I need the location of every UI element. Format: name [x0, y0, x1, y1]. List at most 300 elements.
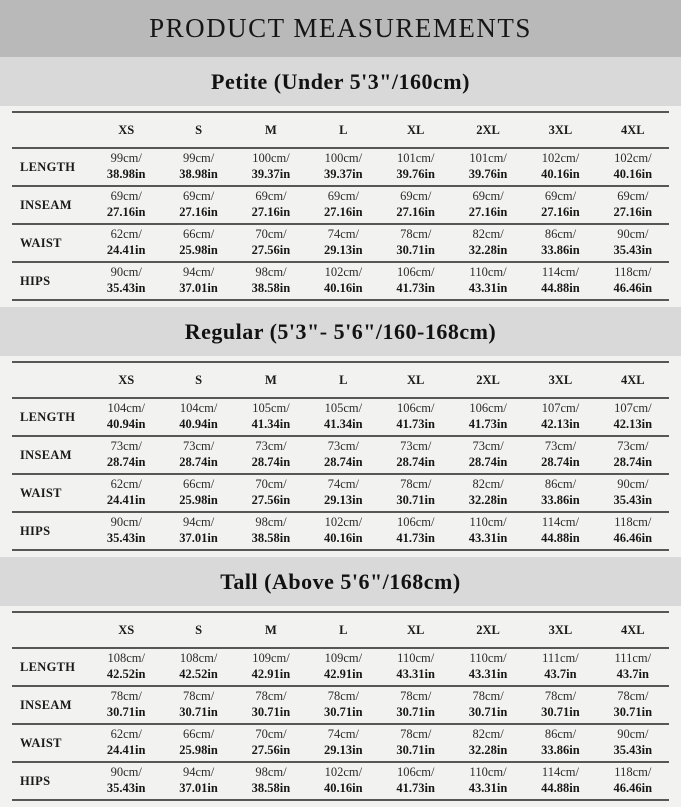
measurement-cell	[452, 262, 524, 300]
in-value: 40.16in	[324, 530, 363, 545]
in-value: 41.73in	[396, 530, 435, 545]
cm-value: 73cm/	[400, 439, 432, 453]
measurement-cell	[597, 648, 669, 686]
in-value: 38.58in	[251, 780, 291, 795]
cm-value: 109cm/	[324, 651, 363, 665]
cm-value: 111cm/	[542, 651, 579, 665]
in-value: 43.31in	[468, 780, 508, 795]
cm-value: 94cm/	[182, 265, 215, 279]
in-value: 29.13in	[324, 242, 363, 257]
measurement-cell	[307, 262, 379, 300]
in-value: 27.16in	[541, 204, 580, 219]
cm-value: 110cm/	[469, 265, 507, 279]
cm-value: 105cm/	[324, 401, 363, 415]
cm-value: 102cm/	[324, 265, 363, 279]
in-value: 30.71in	[396, 704, 435, 719]
row-label: LENGTH	[20, 409, 76, 424]
table-wrap-regular	[0, 356, 681, 557]
cm-value: 118cm/	[614, 515, 652, 529]
page-title: PRODUCT MEASUREMENTS	[149, 13, 532, 43]
measurement-cell	[235, 186, 307, 224]
in-value: 43.31in	[468, 280, 508, 295]
size-header-2xl: 2XL	[452, 362, 524, 398]
in-value: 42.52in	[106, 666, 146, 681]
cm-value: 78cm/	[327, 689, 359, 703]
measurement-cell	[452, 224, 524, 262]
row-label: WAIST	[12, 474, 90, 512]
size-header-m: M	[235, 362, 307, 398]
cm-value: 106cm/	[396, 515, 435, 529]
cm-value: 108cm/	[107, 651, 145, 665]
measurement-cell	[597, 474, 669, 512]
cm-value: 62cm/	[110, 727, 142, 741]
measurement-cell	[162, 648, 234, 686]
measurement-cell	[162, 262, 234, 300]
in-value: 30.71in	[396, 492, 435, 507]
size-header-4xl: 4XL	[597, 362, 669, 398]
in-value: 27.16in	[106, 204, 146, 219]
in-value: 27.56in	[251, 492, 291, 507]
in-value: 46.46in	[613, 280, 653, 295]
cm-value: 110cm/	[469, 765, 507, 779]
in-value: 27.16in	[613, 204, 653, 219]
cm-value: 98cm/	[255, 515, 287, 529]
size-header-2xl: 2XL	[452, 612, 524, 648]
in-value: 43.31in	[468, 666, 508, 681]
cm-value: 94cm/	[182, 515, 215, 529]
cm-value: 69cm/	[544, 189, 577, 203]
cm-value: 73cm/	[255, 439, 287, 453]
in-value: 44.88in	[541, 530, 580, 545]
in-value: 30.71in	[613, 704, 653, 719]
measurement-cell	[524, 436, 596, 474]
in-value: 39.37in	[251, 166, 291, 181]
measurement-cell	[524, 724, 596, 762]
table-row	[12, 686, 669, 724]
cm-value: 86cm/	[544, 477, 577, 491]
in-value: 27.16in	[324, 204, 363, 219]
cm-value: 100cm/	[252, 151, 290, 165]
in-value: 32.28in	[468, 742, 508, 757]
in-value: 28.74in	[324, 454, 363, 469]
section-heading-tall: Tall (Above 5'6"/168cm)	[220, 568, 461, 594]
measurement-cell	[524, 762, 596, 800]
in-value: 43.7in	[544, 666, 577, 681]
cm-value: 114cm/	[541, 265, 579, 279]
size-header-row	[12, 612, 669, 648]
measurement-cell	[162, 474, 234, 512]
cm-value: 78cm/	[617, 689, 649, 703]
row-label: LENGTH	[20, 159, 76, 174]
measurement-cell	[162, 762, 234, 800]
measurement-cell	[452, 398, 524, 436]
cm-value: 62cm/	[110, 477, 142, 491]
table-wrap-petite	[0, 106, 681, 307]
size-header-s: S	[162, 612, 234, 648]
in-value: 24.41in	[106, 492, 146, 507]
cm-value: 90cm/	[617, 477, 649, 491]
measurement-cell	[380, 686, 452, 724]
size-header-row	[12, 362, 669, 398]
cm-value: 106cm/	[396, 265, 435, 279]
cm-value: 78cm/	[472, 689, 504, 703]
measurement-cell	[162, 724, 234, 762]
in-value: 43.31in	[396, 666, 435, 681]
cm-value: 86cm/	[544, 227, 577, 241]
in-value: 38.98in	[179, 166, 218, 181]
measurements-table-petite	[12, 111, 669, 301]
row-label: HIPS	[12, 512, 90, 550]
in-value: 28.74in	[613, 454, 653, 469]
in-value: 28.74in	[106, 454, 146, 469]
measurement-cell	[90, 686, 162, 724]
cm-value: 106cm/	[469, 401, 507, 415]
measurement-cell	[162, 686, 234, 724]
cm-value: 69cm/	[472, 189, 504, 203]
cm-value: 114cm/	[541, 515, 579, 529]
measurement-cell	[380, 262, 452, 300]
section-petite	[0, 57, 681, 307]
table-row	[12, 398, 669, 436]
cm-value: 104cm/	[179, 401, 218, 415]
in-value: 33.86in	[541, 742, 580, 757]
row-label: INSEAM	[12, 186, 90, 224]
in-value: 41.34in	[251, 416, 291, 431]
in-value: 35.43in	[613, 242, 653, 257]
size-header-xl: XL	[380, 612, 452, 648]
cm-value: 107cm/	[541, 401, 580, 415]
measurement-cell	[235, 436, 307, 474]
in-value: 37.01in	[179, 780, 218, 795]
in-value: 43.7in	[616, 666, 649, 681]
cm-value: 102cm/	[324, 765, 363, 779]
cm-value: 70cm/	[255, 727, 287, 741]
cm-value: 74cm/	[327, 227, 359, 241]
measurement-cell	[452, 724, 524, 762]
size-header-3xl: 3XL	[524, 612, 596, 648]
row-label: HIPS	[12, 762, 90, 800]
in-value: 39.76in	[468, 166, 508, 181]
measurement-cell	[524, 398, 596, 436]
measurement-cell	[597, 262, 669, 300]
measurement-cell	[162, 436, 234, 474]
in-value: 29.13in	[324, 492, 363, 507]
cm-value: 78cm/	[544, 689, 577, 703]
in-value: 30.71in	[396, 742, 435, 757]
size-header-4xl: 4XL	[597, 112, 669, 148]
in-value: 38.58in	[251, 530, 291, 545]
section-heading-band	[0, 557, 681, 606]
in-value: 40.16in	[613, 166, 653, 181]
in-value: 40.16in	[541, 166, 580, 181]
in-value: 28.74in	[179, 454, 218, 469]
measurement-cell	[307, 724, 379, 762]
cm-value: 74cm/	[327, 727, 359, 741]
cm-value: 70cm/	[255, 477, 287, 491]
measurement-cell	[597, 224, 669, 262]
cm-value: 82cm/	[472, 227, 504, 241]
in-value: 35.43in	[106, 530, 146, 545]
measurement-cell	[162, 512, 234, 550]
measurement-cell	[452, 762, 524, 800]
in-value: 29.13in	[324, 742, 363, 757]
in-value: 28.74in	[468, 454, 508, 469]
cm-value: 101cm/	[469, 151, 507, 165]
row-label: INSEAM	[12, 436, 90, 474]
measurement-cell	[162, 224, 234, 262]
measurement-cell	[597, 148, 669, 186]
measurement-cell	[380, 436, 452, 474]
in-value: 30.71in	[106, 704, 146, 719]
in-value: 41.73in	[396, 280, 435, 295]
measurement-cell	[235, 474, 307, 512]
cm-value: 82cm/	[472, 477, 504, 491]
measurements-table-regular	[12, 361, 669, 551]
cm-value: 69cm/	[617, 189, 649, 203]
measurement-cell	[90, 262, 162, 300]
row-label: HIPS	[12, 262, 90, 300]
measurement-cell	[307, 474, 379, 512]
measurement-cell	[90, 436, 162, 474]
in-value: 27.16in	[251, 204, 291, 219]
cm-value: 90cm/	[110, 515, 142, 529]
cm-value: 114cm/	[541, 765, 579, 779]
in-value: 30.71in	[396, 242, 435, 257]
cm-value: 69cm/	[110, 189, 142, 203]
in-value: 33.86in	[541, 242, 580, 257]
measurement-cell	[90, 186, 162, 224]
in-value: 25.98in	[179, 242, 218, 257]
measurement-cell	[235, 648, 307, 686]
cm-value: 90cm/	[110, 765, 142, 779]
size-header-3xl: 3XL	[524, 362, 596, 398]
table-row	[12, 474, 669, 512]
cm-value: 78cm/	[400, 227, 432, 241]
row-label: WAIST	[12, 724, 90, 762]
in-value: 30.71in	[179, 704, 218, 719]
page-title-bar	[0, 0, 681, 57]
in-value: 42.13in	[541, 416, 580, 431]
cm-value: 78cm/	[110, 689, 142, 703]
cm-value: 118cm/	[614, 265, 652, 279]
cm-value: 73cm/	[327, 439, 359, 453]
measurement-cell	[307, 436, 379, 474]
in-value: 35.43in	[613, 742, 653, 757]
measurement-cell	[524, 186, 596, 224]
in-value: 37.01in	[179, 280, 218, 295]
measurement-cell	[90, 474, 162, 512]
table-row	[12, 724, 669, 762]
cm-value: 86cm/	[544, 727, 577, 741]
measurement-cell	[380, 512, 452, 550]
measurement-cell	[524, 686, 596, 724]
measurement-cell	[452, 686, 524, 724]
measurement-cell	[597, 436, 669, 474]
table-row	[12, 762, 669, 800]
size-header-s: S	[162, 112, 234, 148]
measurement-cell	[597, 724, 669, 762]
cm-value: 70cm/	[255, 227, 287, 241]
measurement-cell	[90, 648, 162, 686]
measurement-cell	[380, 148, 452, 186]
size-header-xl: XL	[380, 362, 452, 398]
measurement-cell	[452, 512, 524, 550]
size-header-l: L	[307, 362, 379, 398]
cm-value: 107cm/	[614, 401, 652, 415]
in-value: 27.16in	[179, 204, 218, 219]
measurement-cell	[380, 186, 452, 224]
size-header-4xl: 4XL	[597, 612, 669, 648]
measurement-cell	[235, 224, 307, 262]
measurement-cell	[162, 186, 234, 224]
cm-value: 102cm/	[541, 151, 580, 165]
cm-value: 66cm/	[182, 727, 215, 741]
measurement-cell	[380, 762, 452, 800]
table-row	[12, 262, 669, 300]
in-value: 32.28in	[468, 242, 508, 257]
cm-value: 104cm/	[107, 401, 145, 415]
in-value: 43.31in	[468, 530, 508, 545]
cm-value: 74cm/	[327, 477, 359, 491]
in-value: 44.88in	[541, 280, 580, 295]
in-value: 41.73in	[396, 780, 435, 795]
in-value: 42.91in	[251, 666, 291, 681]
measurement-cell	[524, 148, 596, 186]
measurement-cell	[597, 398, 669, 436]
in-value: 28.74in	[251, 454, 291, 469]
measurement-cell	[307, 512, 379, 550]
measurement-cell	[307, 186, 379, 224]
cm-value: 101cm/	[396, 151, 435, 165]
in-value: 24.41in	[106, 742, 146, 757]
measurement-cell	[90, 762, 162, 800]
cm-value: 90cm/	[110, 265, 142, 279]
measurement-cell	[380, 398, 452, 436]
cm-value: 106cm/	[396, 401, 435, 415]
measurement-cell	[162, 398, 234, 436]
measurement-cell	[307, 148, 379, 186]
table-row	[12, 648, 669, 686]
size-header-row	[12, 112, 669, 148]
measurement-cell	[524, 512, 596, 550]
in-value: 25.98in	[179, 492, 218, 507]
measurement-cell	[235, 686, 307, 724]
measurement-cell	[452, 436, 524, 474]
cm-value: 98cm/	[255, 765, 287, 779]
cm-value: 90cm/	[617, 227, 649, 241]
cm-value: 73cm/	[544, 439, 577, 453]
in-value: 38.98in	[106, 166, 146, 181]
measurement-cell	[307, 686, 379, 724]
measurement-cell	[524, 262, 596, 300]
measurement-cell	[524, 648, 596, 686]
cm-value: 118cm/	[614, 765, 652, 779]
in-value: 39.76in	[396, 166, 435, 181]
measurement-cell	[380, 474, 452, 512]
cm-value: 73cm/	[472, 439, 504, 453]
table-row	[12, 186, 669, 224]
size-header-2xl: 2XL	[452, 112, 524, 148]
size-header-s: S	[162, 362, 234, 398]
in-value: 42.91in	[324, 666, 363, 681]
measurement-cell	[524, 224, 596, 262]
cm-value: 90cm/	[617, 727, 649, 741]
measurement-cell	[597, 186, 669, 224]
cm-value: 99cm/	[110, 151, 142, 165]
in-value: 41.73in	[468, 416, 508, 431]
size-header-l: L	[307, 612, 379, 648]
measurement-cell	[380, 224, 452, 262]
in-value: 27.16in	[468, 204, 508, 219]
measurement-cell	[452, 474, 524, 512]
measurement-cell	[307, 648, 379, 686]
cm-value: 100cm/	[324, 151, 363, 165]
corner-cell	[12, 362, 90, 398]
table-row	[12, 512, 669, 550]
table-row	[12, 148, 669, 186]
size-header-m: M	[235, 112, 307, 148]
in-value: 44.88in	[541, 780, 580, 795]
cm-value: 78cm/	[400, 689, 432, 703]
measurements-table-tall	[12, 611, 669, 801]
cm-value: 78cm/	[400, 477, 432, 491]
in-value: 46.46in	[613, 530, 653, 545]
size-header-3xl: 3XL	[524, 112, 596, 148]
cm-value: 110cm/	[469, 515, 507, 529]
measurement-cell	[162, 148, 234, 186]
cm-value: 98cm/	[255, 265, 287, 279]
measurement-cell	[235, 262, 307, 300]
cm-value: 73cm/	[617, 439, 649, 453]
cm-value: 78cm/	[182, 689, 215, 703]
cm-value: 73cm/	[182, 439, 215, 453]
cm-value: 105cm/	[252, 401, 290, 415]
in-value: 46.46in	[613, 780, 653, 795]
in-value: 27.56in	[251, 742, 291, 757]
in-value: 35.43in	[613, 492, 653, 507]
section-heading-band	[0, 307, 681, 356]
table-row	[12, 436, 669, 474]
in-value: 38.58in	[251, 280, 291, 295]
in-value: 24.41in	[106, 242, 146, 257]
cm-value: 109cm/	[252, 651, 290, 665]
cm-value: 102cm/	[614, 151, 652, 165]
in-value: 35.43in	[106, 780, 146, 795]
in-value: 25.98in	[179, 742, 218, 757]
measurement-cell	[452, 648, 524, 686]
in-value: 30.71in	[251, 704, 291, 719]
in-value: 28.74in	[396, 454, 435, 469]
in-value: 40.94in	[179, 416, 218, 431]
in-value: 27.16in	[396, 204, 435, 219]
section-heading-band	[0, 57, 681, 106]
size-header-xs: XS	[90, 612, 162, 648]
cm-value: 69cm/	[255, 189, 287, 203]
measurement-cell	[235, 148, 307, 186]
section-heading-regular: Regular (5'3"- 5'6"/160-168cm)	[184, 318, 497, 344]
measurement-cell	[90, 512, 162, 550]
measurement-cell	[235, 398, 307, 436]
in-value: 39.37in	[324, 166, 363, 181]
measurement-cell	[235, 724, 307, 762]
section-heading-petite: Petite (Under 5'3"/160cm)	[211, 68, 470, 94]
in-value: 40.16in	[324, 280, 363, 295]
in-value: 33.86in	[541, 492, 580, 507]
table-row	[12, 224, 669, 262]
size-header-xl: XL	[380, 112, 452, 148]
in-value: 30.71in	[324, 704, 363, 719]
measurement-cell	[524, 474, 596, 512]
